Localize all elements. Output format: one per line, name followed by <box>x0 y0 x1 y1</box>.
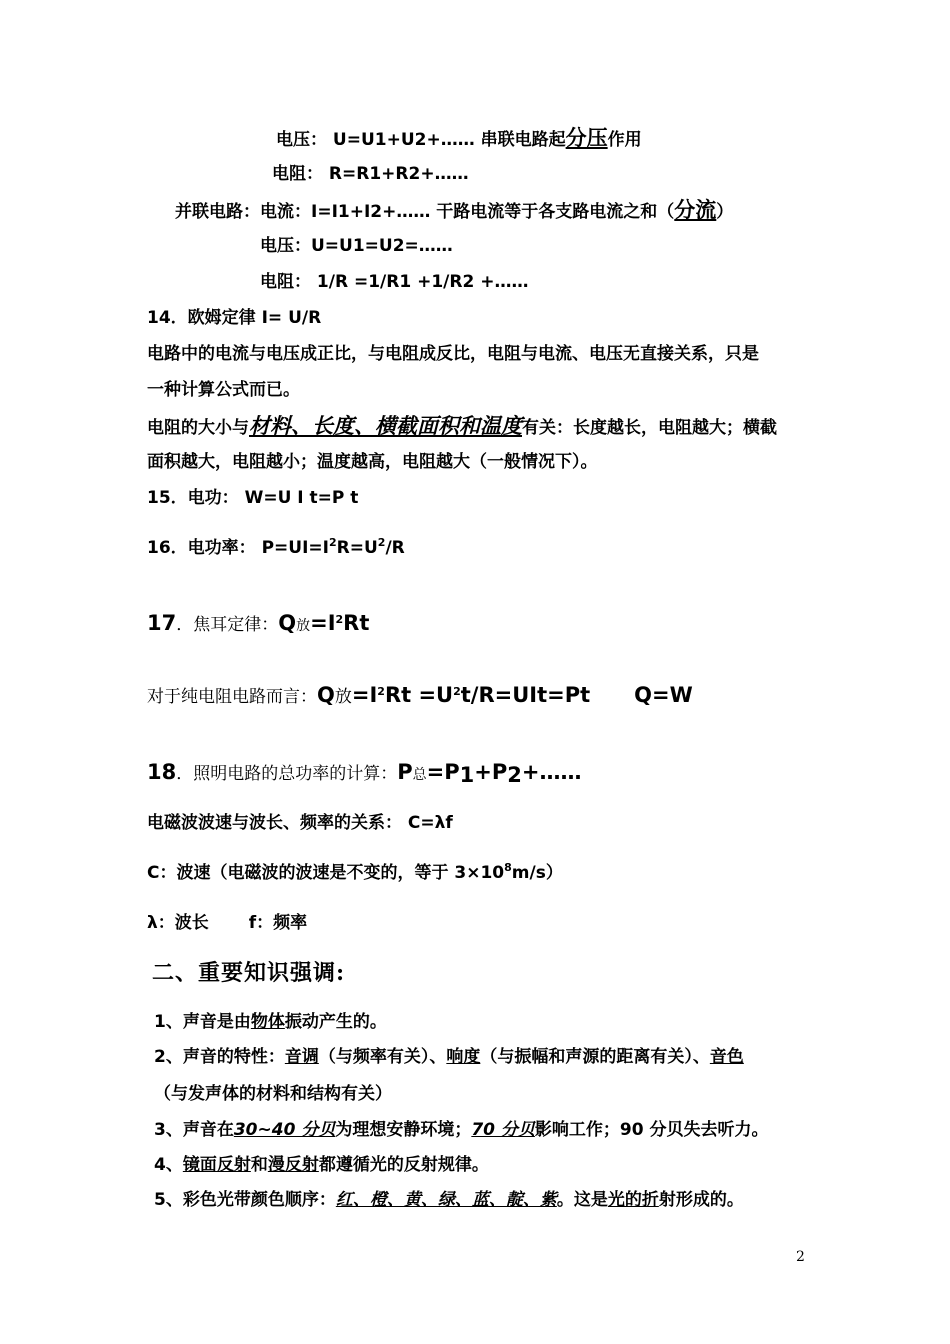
text: 14．欧姆定律 I= U/R <box>147 308 322 328</box>
text: 射形成的。 <box>658 1190 744 1210</box>
text: t/R=UIt=Pt <box>460 683 591 707</box>
text: 18 <box>147 760 177 784</box>
point-3 <box>154 1119 768 1141</box>
text: 。这是 <box>556 1190 608 1210</box>
point-4 <box>154 1154 489 1176</box>
text: 振动产生的。 <box>284 1012 387 1032</box>
underlined-term: 音色 <box>709 1047 744 1067</box>
text: Rt <box>343 611 370 635</box>
text: 有关：长度越长，电阻越大；横截 <box>522 418 777 438</box>
text: 5、彩色光带颜色顺序： <box>154 1190 336 1210</box>
text: 1、声音是由 <box>154 1012 251 1032</box>
text: =I <box>310 611 336 635</box>
wavelength-frequency-line <box>147 912 307 934</box>
superscript: 2 <box>335 613 344 626</box>
text: 放 <box>296 618 311 634</box>
text: 放 <box>334 687 352 707</box>
text: 17 <box>147 611 177 635</box>
text: 3、声音在 <box>154 1120 234 1140</box>
electric-work-heading <box>147 487 358 509</box>
text: ．焦耳定律： <box>176 615 279 635</box>
text: 电路中的电流与电压成正比，与电阻成反比，电阻与电流、电压无直接关系，只是 <box>147 344 759 364</box>
text: ．照明电路的总功率的计算： <box>176 764 398 784</box>
parallel-resistance-line <box>260 271 528 293</box>
text: （与发声体的材料和结构有关） <box>154 1084 392 1104</box>
text: 15．电功： W=U I t=P t <box>147 488 359 508</box>
page-number: 2 <box>796 1249 805 1265</box>
text: 并联电路：电流：I=I1+I2+…… 干路电流等于各支路电流之和（ <box>175 202 675 222</box>
text: P <box>397 760 413 784</box>
text: f：频率 <box>248 913 308 933</box>
text: =P <box>426 760 460 784</box>
text: λ：波长 <box>147 913 209 933</box>
paragraph-line <box>147 415 777 439</box>
text: Q <box>317 683 335 707</box>
text: 影响工作；90 分贝失去听力。 <box>534 1120 769 1140</box>
text: 为理想安静环境； <box>335 1120 472 1140</box>
underlined-term: 物体 <box>250 1012 285 1032</box>
text: m/s） <box>511 863 563 883</box>
text: ） <box>716 202 734 222</box>
superscript: 2 <box>328 536 337 549</box>
wave-speed-line <box>147 812 453 834</box>
text: 1 <box>459 763 475 787</box>
text: +…… <box>521 760 582 784</box>
series-voltage-line <box>276 127 642 151</box>
text: 2、声音的特性： <box>154 1047 285 1067</box>
text: 电阻： 1/R =1/R1 +1/R2 +…… <box>260 272 529 292</box>
text: /R <box>385 538 405 558</box>
text: 电压： U=U1+U2+…… 串联电路起 <box>276 130 566 150</box>
text: 电压：U=U1=U2=…… <box>260 236 453 256</box>
underlined-term: 分流 <box>674 198 717 222</box>
superscript: 2 <box>377 685 385 698</box>
section-heading <box>152 958 345 988</box>
underlined-term: 30~40 分贝 <box>233 1120 336 1140</box>
underlined-term: 响度 <box>446 1047 481 1067</box>
parallel-current-line <box>175 199 733 223</box>
text: =I <box>351 683 378 707</box>
text: Q <box>278 611 297 635</box>
text: 一种计算公式而已。 <box>147 380 300 400</box>
text: C：波速（电磁波的波速是不变的，等于 3×10 <box>147 863 505 883</box>
text: Q=W <box>634 683 693 707</box>
text: 2 <box>507 763 522 787</box>
underlined-term: 分压 <box>565 126 608 150</box>
underlined-term: 光的折 <box>607 1190 659 1210</box>
paragraph-line <box>147 379 300 401</box>
total-power-heading <box>147 761 582 786</box>
superscript: 2 <box>453 685 461 698</box>
text: Rt =U <box>384 683 454 707</box>
series-resistance-line <box>272 163 469 185</box>
text: （与频率有关）、 <box>318 1047 447 1067</box>
text: 电阻： R=R1+R2+…… <box>272 164 469 184</box>
text: 作用 <box>607 130 642 150</box>
text: R=U <box>336 538 378 558</box>
text: +P <box>474 760 508 784</box>
underlined-term: 漫反射 <box>267 1155 319 1175</box>
parallel-voltage-line <box>260 235 453 257</box>
ohms-law-heading <box>147 307 321 329</box>
point-5 <box>154 1189 744 1211</box>
text: （与振幅和声源的距离有关）、 <box>480 1047 710 1067</box>
superscript: 8 <box>504 861 512 874</box>
underlined-term: 70 分贝 <box>471 1120 535 1140</box>
joule-law-heading <box>147 612 369 637</box>
text: 面积越大，电阻越小；温度越高，电阻越大（一般情况下）。 <box>147 452 598 472</box>
underlined-term: 音调 <box>284 1047 319 1067</box>
electric-power-heading <box>147 537 405 559</box>
superscript: 2 <box>377 536 386 549</box>
text: 4、 <box>154 1155 183 1175</box>
point-2-continued <box>154 1083 392 1105</box>
text: 总 <box>412 767 427 783</box>
underlined-term: 红、橙、黄、绿、蓝、靛、紫 <box>335 1190 557 1210</box>
text: 和 <box>250 1155 268 1175</box>
underlined-term: 材料、长度、横截面积和温度 <box>249 414 522 438</box>
text: 电磁波波速与波长、频率的关系： C=λf <box>147 813 453 833</box>
wave-speed-c-line <box>147 862 563 884</box>
paragraph-line <box>147 451 598 473</box>
pure-resistance-line <box>147 684 693 708</box>
point-1 <box>154 1011 387 1033</box>
text: 都遵循光的反射规律。 <box>318 1155 489 1175</box>
text: 16．电功率： P=UI=I <box>147 538 329 558</box>
paragraph-line <box>147 343 759 365</box>
point-2 <box>154 1046 744 1068</box>
underlined-term: 镜面反射 <box>182 1155 251 1175</box>
text: 电阻的大小与 <box>147 418 249 438</box>
text: 二、重要知识强调: <box>152 960 346 986</box>
text: 对于纯电阻电路而言： <box>147 687 317 707</box>
